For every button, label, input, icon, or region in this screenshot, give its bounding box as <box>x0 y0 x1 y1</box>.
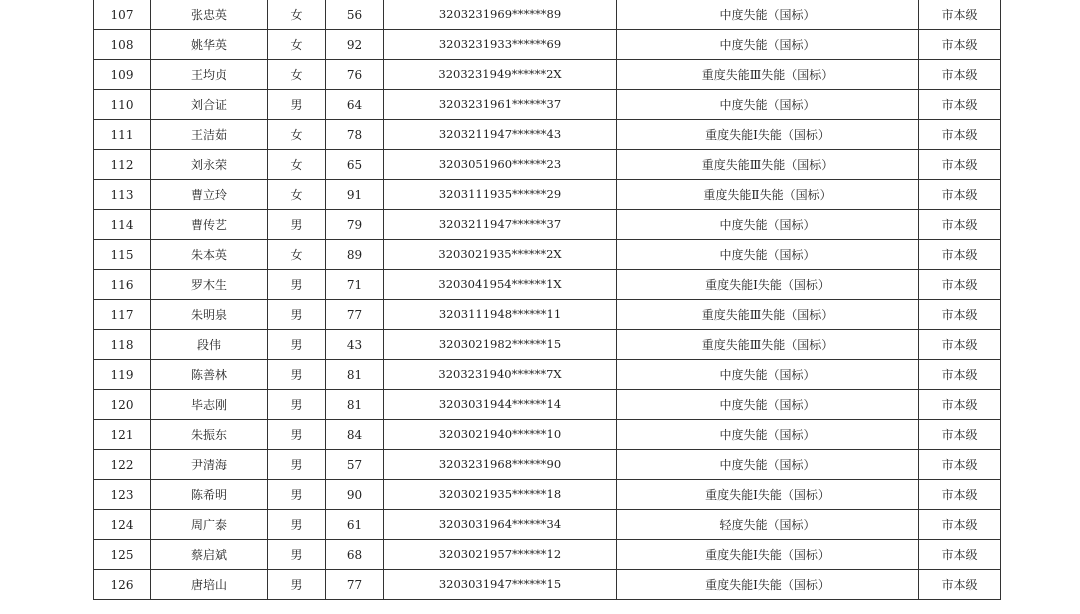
cell-serial-number: 118 <box>94 330 151 360</box>
cell-id-number: 3203211947******43 <box>384 120 617 150</box>
cell-gender: 女 <box>268 180 326 210</box>
table-row <box>94 270 1001 300</box>
cell-jurisdiction: 市本级 <box>919 210 1001 240</box>
cell-id-number: 3203031947******15 <box>384 570 617 600</box>
cell-gender: 男 <box>268 540 326 570</box>
cell-name: 周广泰 <box>151 510 268 540</box>
cell-age: 61 <box>326 510 384 540</box>
cell-gender: 男 <box>268 450 326 480</box>
cell-age: 81 <box>326 360 384 390</box>
cell-gender: 女 <box>268 150 326 180</box>
cell-serial-number: 124 <box>94 510 151 540</box>
cell-age: 81 <box>326 390 384 420</box>
table-row <box>94 570 1001 600</box>
cell-gender: 男 <box>268 480 326 510</box>
cell-jurisdiction: 市本级 <box>919 240 1001 270</box>
cell-serial-number: 114 <box>94 210 151 240</box>
cell-id-number: 3203031944******14 <box>384 390 617 420</box>
table-row <box>94 90 1001 120</box>
cell-age: 84 <box>326 420 384 450</box>
table-row <box>94 240 1001 270</box>
cell-jurisdiction: 市本级 <box>919 150 1001 180</box>
cell-jurisdiction: 市本级 <box>919 450 1001 480</box>
cell-serial-number: 115 <box>94 240 151 270</box>
cell-disability-level: 中度失能（国标） <box>617 90 919 120</box>
cell-id-number: 3203211947******37 <box>384 210 617 240</box>
cell-jurisdiction: 市本级 <box>919 360 1001 390</box>
table-row <box>94 60 1001 90</box>
cell-name: 朱振东 <box>151 420 268 450</box>
cell-gender: 男 <box>268 420 326 450</box>
cell-gender: 女 <box>268 120 326 150</box>
cell-serial-number: 120 <box>94 390 151 420</box>
cell-age: 92 <box>326 30 384 60</box>
cell-serial-number: 111 <box>94 120 151 150</box>
cell-gender: 男 <box>268 330 326 360</box>
cell-serial-number: 117 <box>94 300 151 330</box>
cell-serial-number: 121 <box>94 420 151 450</box>
cell-disability-level: 中度失能（国标） <box>617 0 919 30</box>
cell-serial-number: 107 <box>94 0 151 30</box>
cell-disability-level: 中度失能（国标） <box>617 30 919 60</box>
cell-disability-level: 中度失能（国标） <box>617 360 919 390</box>
cell-name: 姚华英 <box>151 30 268 60</box>
cell-age: 90 <box>326 480 384 510</box>
cell-age: 65 <box>326 150 384 180</box>
cell-serial-number: 122 <box>94 450 151 480</box>
cell-gender: 男 <box>268 570 326 600</box>
cell-id-number: 3203031964******34 <box>384 510 617 540</box>
cell-gender: 女 <box>268 0 326 30</box>
table-row <box>94 30 1001 60</box>
cell-age: 89 <box>326 240 384 270</box>
cell-disability-level: 重度失能Ⅲ失能（国标） <box>617 330 919 360</box>
cell-disability-level: 中度失能（国标） <box>617 390 919 420</box>
table-row <box>94 0 1001 30</box>
cell-serial-number: 119 <box>94 360 151 390</box>
cell-gender: 女 <box>268 60 326 90</box>
table-body <box>94 0 1001 600</box>
cell-name: 蔡启斌 <box>151 540 268 570</box>
cell-id-number: 3203231940******7X <box>384 360 617 390</box>
cell-age: 56 <box>326 0 384 30</box>
cell-disability-level: 重度失能Ⅱ失能（国标） <box>617 180 919 210</box>
cell-id-number: 3203231969******89 <box>384 0 617 30</box>
cell-gender: 男 <box>268 390 326 420</box>
cell-jurisdiction: 市本级 <box>919 0 1001 30</box>
cell-disability-level: 重度失能Ⅰ失能（国标） <box>617 570 919 600</box>
cell-name: 毕志刚 <box>151 390 268 420</box>
cell-jurisdiction: 市本级 <box>919 510 1001 540</box>
cell-gender: 男 <box>268 210 326 240</box>
cell-disability-level: 中度失能（国标） <box>617 450 919 480</box>
cell-gender: 男 <box>268 360 326 390</box>
cell-disability-level: 重度失能Ⅰ失能（国标） <box>617 120 919 150</box>
cell-disability-level: 中度失能（国标） <box>617 420 919 450</box>
cell-id-number: 3203051960******23 <box>384 150 617 180</box>
cell-age: 68 <box>326 540 384 570</box>
cell-jurisdiction: 市本级 <box>919 390 1001 420</box>
cell-jurisdiction: 市本级 <box>919 300 1001 330</box>
cell-id-number: 3203021935******2X <box>384 240 617 270</box>
cell-jurisdiction: 市本级 <box>919 90 1001 120</box>
table-row <box>94 210 1001 240</box>
cell-name: 段伟 <box>151 330 268 360</box>
cell-name: 朱本英 <box>151 240 268 270</box>
cell-age: 78 <box>326 120 384 150</box>
cell-gender: 女 <box>268 240 326 270</box>
cell-gender: 男 <box>268 510 326 540</box>
cell-age: 64 <box>326 90 384 120</box>
cell-serial-number: 126 <box>94 570 151 600</box>
cell-name: 刘永荣 <box>151 150 268 180</box>
cell-disability-level: 中度失能（国标） <box>617 240 919 270</box>
cell-serial-number: 110 <box>94 90 151 120</box>
table-row <box>94 360 1001 390</box>
cell-disability-level: 重度失能Ⅲ失能（国标） <box>617 60 919 90</box>
cell-serial-number: 123 <box>94 480 151 510</box>
cell-serial-number: 125 <box>94 540 151 570</box>
cell-id-number: 3203021940******10 <box>384 420 617 450</box>
cell-name: 张忠英 <box>151 0 268 30</box>
cell-gender: 男 <box>268 300 326 330</box>
cell-id-number: 3203231968******90 <box>384 450 617 480</box>
table-row <box>94 540 1001 570</box>
cell-disability-level: 中度失能（国标） <box>617 210 919 240</box>
table-row <box>94 450 1001 480</box>
cell-disability-level: 重度失能Ⅰ失能（国标） <box>617 270 919 300</box>
cell-name: 陈善林 <box>151 360 268 390</box>
cell-disability-level: 轻度失能（国标） <box>617 510 919 540</box>
cell-id-number: 3203021982******15 <box>384 330 617 360</box>
table-row <box>94 390 1001 420</box>
cell-id-number: 3203021957******12 <box>384 540 617 570</box>
cell-age: 71 <box>326 270 384 300</box>
cell-name: 唐培山 <box>151 570 268 600</box>
table-row <box>94 330 1001 360</box>
table-row <box>94 180 1001 210</box>
cell-name: 朱明泉 <box>151 300 268 330</box>
cell-id-number: 3203021935******18 <box>384 480 617 510</box>
cell-disability-level: 重度失能Ⅰ失能（国标） <box>617 540 919 570</box>
document-sheet <box>93 0 1000 600</box>
cell-jurisdiction: 市本级 <box>919 30 1001 60</box>
cell-jurisdiction: 市本级 <box>919 330 1001 360</box>
cell-age: 79 <box>326 210 384 240</box>
cell-jurisdiction: 市本级 <box>919 180 1001 210</box>
cell-jurisdiction: 市本级 <box>919 270 1001 300</box>
cell-disability-level: 重度失能Ⅲ失能（国标） <box>617 300 919 330</box>
cell-age: 57 <box>326 450 384 480</box>
cell-serial-number: 112 <box>94 150 151 180</box>
cell-id-number: 3203231933******69 <box>384 30 617 60</box>
cell-serial-number: 108 <box>94 30 151 60</box>
cell-jurisdiction: 市本级 <box>919 480 1001 510</box>
cell-age: 91 <box>326 180 384 210</box>
cell-name: 尹清海 <box>151 450 268 480</box>
cell-id-number: 3203231961******37 <box>384 90 617 120</box>
cell-id-number: 3203111948******11 <box>384 300 617 330</box>
cell-name: 王均贞 <box>151 60 268 90</box>
cell-serial-number: 113 <box>94 180 151 210</box>
cell-age: 43 <box>326 330 384 360</box>
table-row <box>94 510 1001 540</box>
cell-name: 王洁茹 <box>151 120 268 150</box>
table-row <box>94 300 1001 330</box>
cell-age: 77 <box>326 300 384 330</box>
cell-jurisdiction: 市本级 <box>919 540 1001 570</box>
cell-jurisdiction: 市本级 <box>919 120 1001 150</box>
disability-list-table <box>93 0 1001 600</box>
cell-gender: 女 <box>268 30 326 60</box>
table-row <box>94 420 1001 450</box>
cell-disability-level: 重度失能Ⅲ失能（国标） <box>617 150 919 180</box>
cell-id-number: 3203111935******29 <box>384 180 617 210</box>
cell-name: 陈希明 <box>151 480 268 510</box>
cell-disability-level: 重度失能Ⅰ失能（国标） <box>617 480 919 510</box>
cell-id-number: 3203041954******1X <box>384 270 617 300</box>
cell-age: 76 <box>326 60 384 90</box>
cell-age: 77 <box>326 570 384 600</box>
cell-gender: 男 <box>268 90 326 120</box>
cell-gender: 男 <box>268 270 326 300</box>
cell-jurisdiction: 市本级 <box>919 420 1001 450</box>
cell-id-number: 3203231949******2X <box>384 60 617 90</box>
table-row <box>94 150 1001 180</box>
cell-name: 罗木生 <box>151 270 268 300</box>
cell-jurisdiction: 市本级 <box>919 60 1001 90</box>
cell-jurisdiction: 市本级 <box>919 570 1001 600</box>
table-row <box>94 480 1001 510</box>
cell-name: 刘合证 <box>151 90 268 120</box>
cell-serial-number: 116 <box>94 270 151 300</box>
cell-name: 曹立玲 <box>151 180 268 210</box>
table-row <box>94 120 1001 150</box>
cell-name: 曹传艺 <box>151 210 268 240</box>
cell-serial-number: 109 <box>94 60 151 90</box>
